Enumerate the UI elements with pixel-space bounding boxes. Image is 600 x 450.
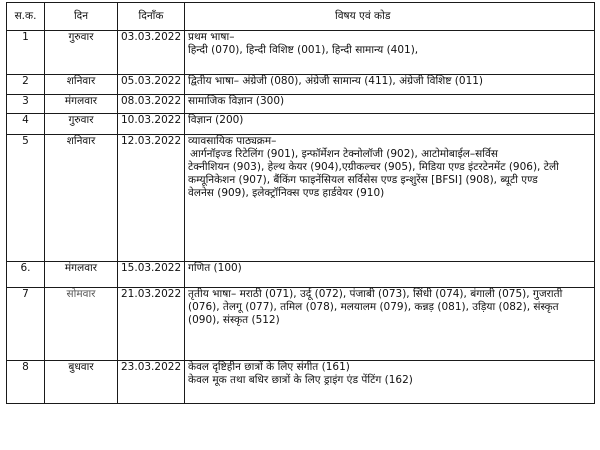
subject-cell: [185, 75, 595, 95]
table-row: [7, 114, 595, 135]
serial-number: 8: [7, 361, 45, 404]
exam-date: 23.03.2022: [118, 361, 185, 404]
subject-line: (076), तेलगू (077), तमिल (078), मलयालम (079), कन्नड़ (081), उड़िया (082), संस्कृत: [188, 301, 559, 313]
table-row: [7, 31, 595, 75]
exam-day: मंगलवार: [45, 262, 118, 288]
exam-day: बुधवार: [45, 361, 118, 404]
subject-line: सामाजिक विज्ञान (300): [188, 95, 285, 107]
header-day: दिन: [45, 3, 118, 31]
serial-number: 5: [7, 135, 45, 262]
exam-day: गुरुवार: [45, 114, 118, 135]
exam-date: 12.03.2022: [118, 135, 185, 262]
table-row: [7, 361, 595, 404]
subject-line: केवल दृष्टिहीन छात्रों के लिए संगीत (161): [188, 361, 350, 373]
exam-date: 08.03.2022: [118, 95, 185, 114]
subject-line: तृतीय भाषा– मराठी (071), उर्दू (072), पंजाबी (073), सिंधी (074), बंगाली (075), गुजराती: [188, 288, 563, 300]
subject-line: कम्यूनिकेशन (907), बैंकिंग फाइनेंसियल सर्विसेस एण्ड इन्शुरेंस [BFSI] (908), ब्यूटी एण्ड: [188, 174, 538, 186]
subject-cell: [185, 114, 595, 135]
subject-line: टेक्नीशियन (903), हेल्थ केयर (904),एग्रीकल्चर (905), मिडिया एण्ड इंटरटेनमेंट (906), टेली: [188, 161, 559, 173]
subject-line: द्वितीय भाषा– अंग्रेजी (080), अंग्रेजी सामान्य (411), अंग्रेजी विशिष्ट (011): [188, 75, 484, 87]
serial-number: 2: [7, 75, 45, 95]
table-row: [7, 75, 595, 95]
header-serial-number: स.क.: [7, 3, 45, 31]
subject-cell: [185, 361, 595, 404]
exam-day: शनिवार: [45, 135, 118, 262]
subject-line: (090), संस्कृत (512): [188, 314, 280, 326]
table-row: [7, 288, 595, 361]
subject-line: व्यावसायिक पाठ्यक्रम–: [188, 135, 277, 147]
subject-line: गणित (100): [188, 262, 242, 274]
exam-day: गुरुवार: [45, 31, 118, 75]
exam-day: सोमवार: [45, 288, 118, 361]
subject-cell: [185, 262, 595, 288]
subject-cell: [185, 95, 595, 114]
exam-day: शनिवार: [45, 75, 118, 95]
exam-date: 21.03.2022: [118, 288, 185, 361]
table-header-row: [7, 3, 595, 31]
table-row: [7, 262, 595, 288]
serial-number: 7: [7, 288, 45, 361]
serial-number: 3: [7, 95, 45, 114]
header-date: दिनॉंक: [118, 3, 185, 31]
serial-number: 6.: [7, 262, 45, 288]
subject-line: आर्गनॉइज्ड रिटेलिंग (901), इन्फॉर्मेशन टेक्नोलॉजी (902), आटोमोबाईल–सर्विस: [190, 148, 498, 160]
subject-line: विज्ञान (200): [188, 114, 244, 126]
subject-line: हिन्दी (070), हिन्दी विशिष्ट (001), हिन्दी सामान्य (401),: [188, 44, 419, 56]
table-row: [7, 135, 595, 262]
subject-cell: [185, 31, 595, 75]
serial-number: 4: [7, 114, 45, 135]
exam-day: मंगलवार: [45, 95, 118, 114]
exam-date: 10.03.2022: [118, 114, 185, 135]
subject-line: प्रथम भाषा–: [188, 31, 235, 43]
exam-date: 15.03.2022: [118, 262, 185, 288]
subject-cell: [185, 135, 595, 262]
header-subject-and-code: विषय एवं कोड: [185, 3, 595, 31]
subject-cell: [185, 288, 595, 361]
subject-line: केवल मूक तथा बधिर छात्रों के लिए ड्राइंग एंड पेंटिंग (162): [188, 374, 413, 386]
subject-line: वेलनेस (909), इलेक्ट्रॉनिक्स एण्ड हार्डवेयर (910): [188, 187, 385, 199]
exam-timetable-table: [6, 2, 595, 404]
table-row: [7, 95, 595, 114]
serial-number: 1: [7, 31, 45, 75]
exam-date: 05.03.2022: [118, 75, 185, 95]
exam-date: 03.03.2022: [118, 31, 185, 75]
